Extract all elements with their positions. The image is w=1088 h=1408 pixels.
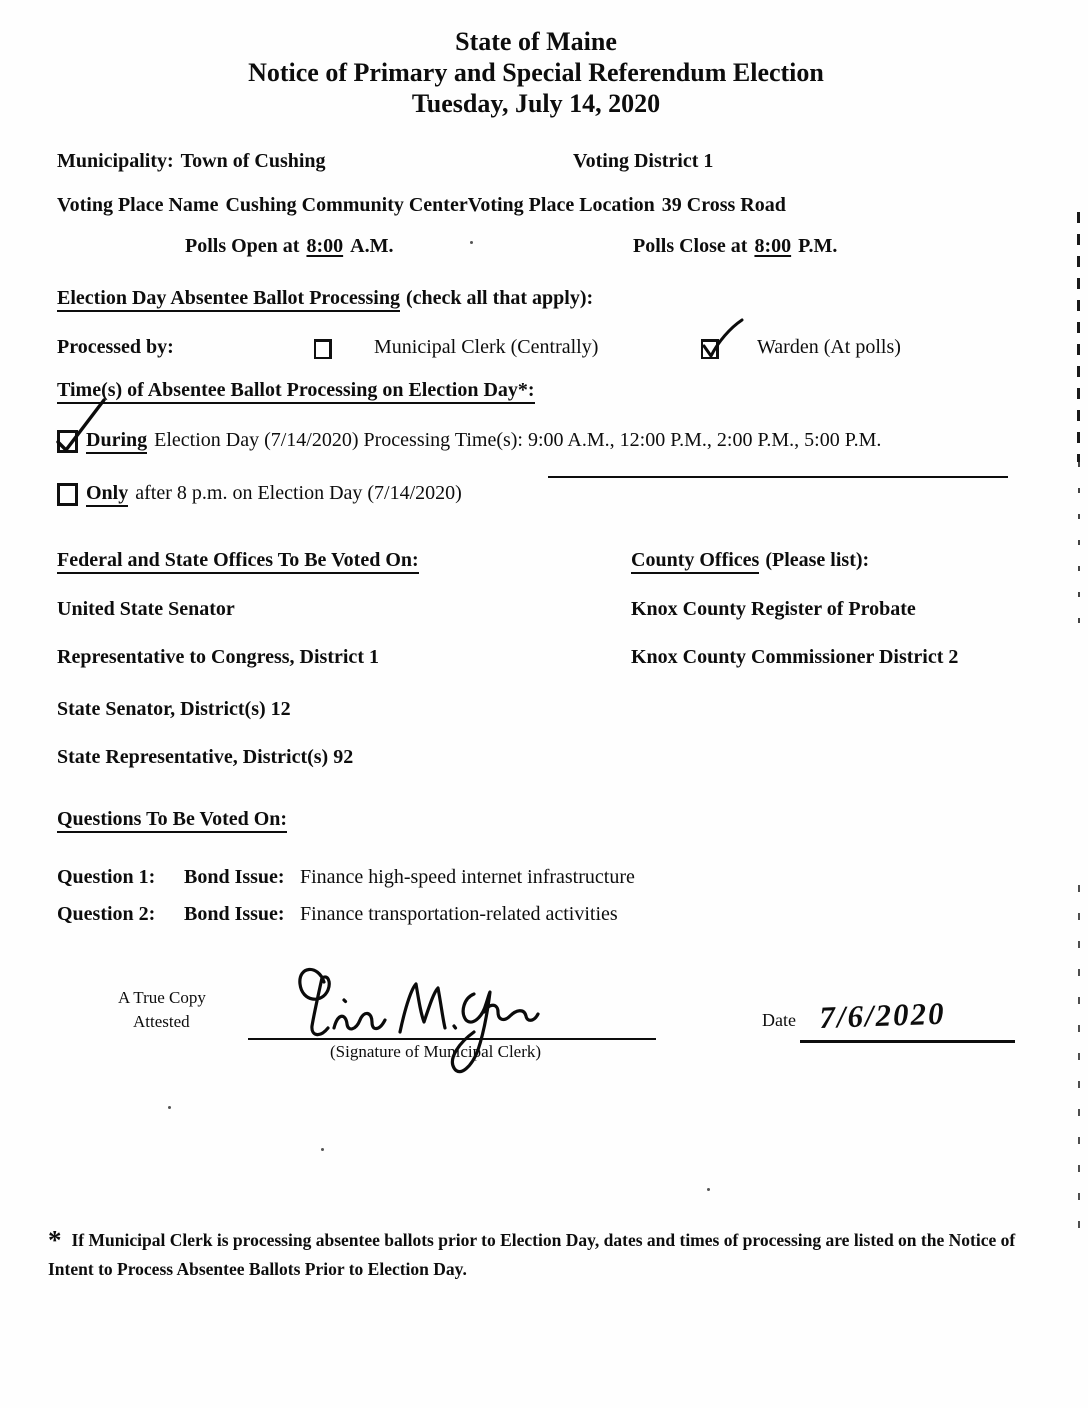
polls-close-time: 8:00 [754,235,792,257]
signature-caption: (Signature of Municipal Clerk) [330,1042,542,1061]
date-line [800,1040,1015,1043]
county-title-suffix: (Please list): [765,549,870,571]
processing-times-writein-line [548,476,1008,478]
during-keyword: During [86,429,147,454]
during-row [86,429,881,452]
federal-offices-title: Federal and State Offices To Be Voted On: [57,549,419,572]
county-offices-title [631,549,869,572]
polls-close-label: Polls Close at [633,235,748,257]
voting-place-name-value: Cushing Community Center [225,194,468,216]
header-line-date: Tuesday, July 14, 2020 [411,89,661,118]
absentee-section-title [57,287,593,310]
polls-open-time: 8:00 [306,235,344,257]
footnote [48,1226,1050,1284]
scan-speck [470,241,473,244]
absentee-title-suffix: (check all that apply): [405,287,594,309]
absentee-title-underlined: Election Day Absentee Ballot Processing [57,287,400,312]
footnote-text: If Municipal Clerk is processing absentee ballots prior to Election Day, dates and times of processing are listed on the Notice of Intent to Process Absentee Ballots Prior to Election Day. [48,1230,1016,1279]
processed-by-label: Processed by: [57,336,174,358]
voting-place-row [57,194,786,217]
federal-office-item: State Senator, District(s) 12 [57,698,291,720]
only-checkbox[interactable] [57,483,78,506]
question-type: Bond Issue: [184,866,285,888]
scan-speck [707,1188,710,1191]
only-row [86,482,462,505]
document-header [0,26,1072,119]
polls-close-suffix: P.M. [798,235,838,257]
voting-place-location-label: Voting Place Location [467,194,655,216]
federal-office-item: United State Senator [57,598,235,620]
county-title-underlined: County Offices [631,549,759,574]
clerk-option-label: Municipal Clerk (Centrally) [374,336,599,358]
date-label: Date [762,1010,796,1030]
question-row [57,866,635,889]
scan-edge-artifact [1078,885,1080,1235]
polls-open [185,235,393,258]
federal-office-item: State Representative, District(s) 92 [57,746,354,768]
voting-place-location-value: 39 Cross Road [661,194,786,216]
during-text: Election Day (7/14/2020) Processing Time(s): 9:00 A.M., 12:00 P.M., 2:00 P.M., 5:00 P.M. [154,429,882,451]
municipality-label: Municipality: [57,150,174,172]
scan-edge-artifact [1077,212,1080,462]
handwritten-date: 7/6/2020 [818,995,947,1036]
municipality-value: Town of Cushing [180,150,326,172]
question-type: Bond Issue: [184,903,285,925]
question-label: Question 2: [57,903,156,925]
polls-open-suffix: A.M. [350,235,394,257]
only-text: after 8 p.m. on Election Day (7/14/2020) [135,482,462,504]
federal-office-item: Representative to Congress, District 1 [57,646,379,668]
clerk-checkbox[interactable] [314,339,332,359]
only-keyword: Only [86,482,128,507]
scan-edge-artifact [1078,462,1080,642]
county-office-item: Knox County Register of Probate [631,598,916,620]
county-office-item: Knox County Commissioner District 2 [631,646,959,668]
question-text: Finance transportation-related activities [300,903,618,925]
attested-line2: Attested [133,1012,190,1031]
header-line-notice: Notice of Primary and Special Referendum Election [248,58,824,87]
municipality-row [57,150,326,173]
municipal-clerk-signature [288,962,548,1087]
times-title-underlined: Time(s) of Absentee Ballot Processing on Election Day*: [57,379,535,404]
scan-speck [321,1148,324,1151]
scan-speck [168,1106,171,1109]
footnote-asterisk: * [48,1225,62,1255]
polls-close [633,235,837,258]
voting-place-name-label: Voting Place Name [57,194,219,216]
header-line-state: State of Maine [455,27,617,56]
question-row [57,903,618,926]
questions-title: Questions To Be Voted On: [57,808,287,831]
question-label: Question 1: [57,866,156,888]
voting-district: Voting District 1 [573,150,714,172]
attested-line1: A True Copy [118,988,206,1007]
question-text: Finance high-speed internet infrastructure [300,866,635,888]
warden-checkmark-icon [696,316,746,364]
polls-open-label: Polls Open at [185,235,300,257]
times-section-title [57,379,535,402]
warden-option-label: Warden (At polls) [757,336,901,358]
